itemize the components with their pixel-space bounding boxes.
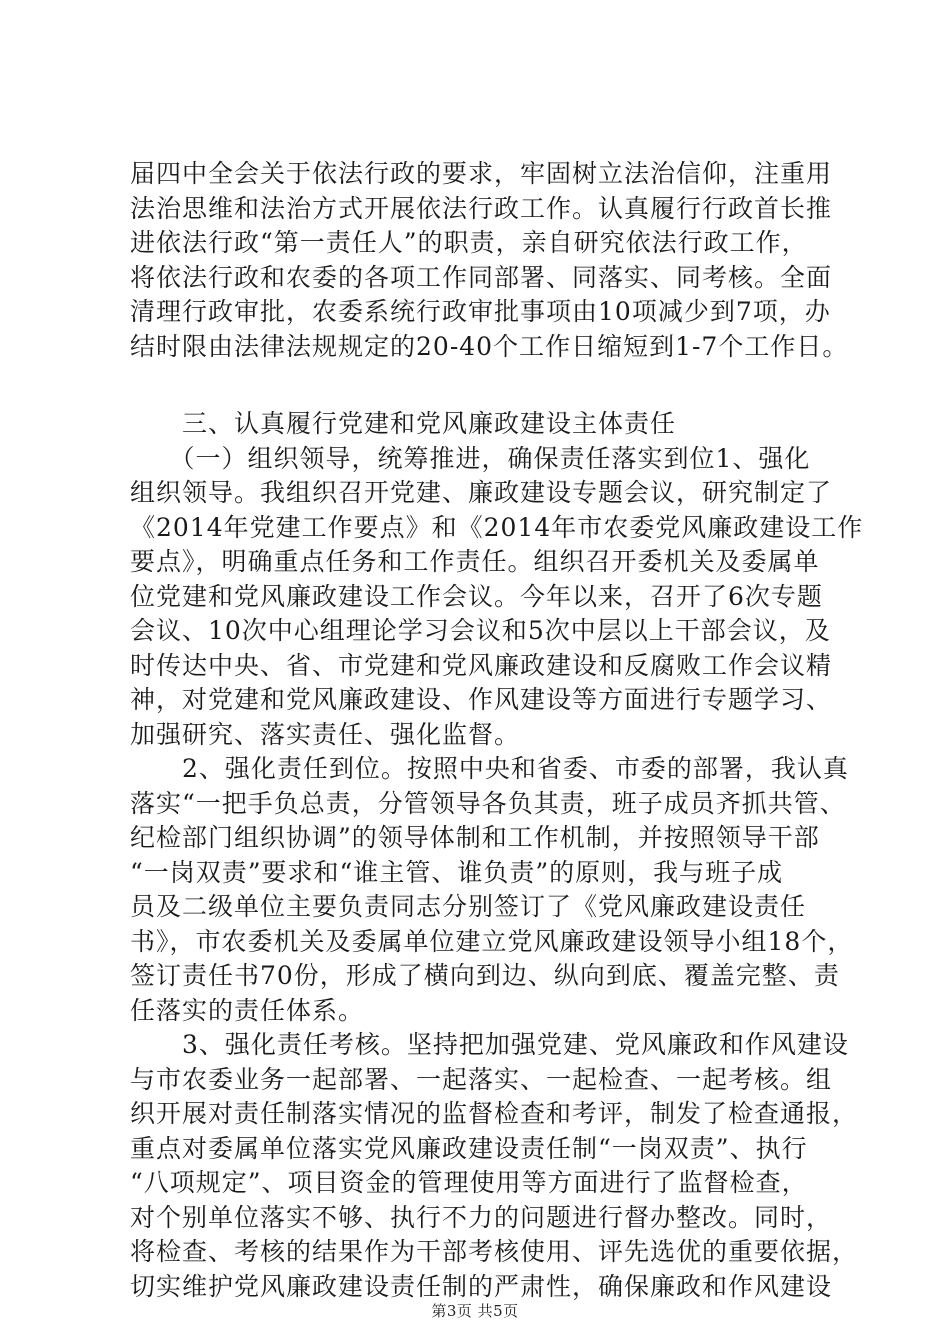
- text-line: （一）组织领导，统筹推进，确保责任落实到位1、强化: [130, 443, 811, 473]
- text-line: 将检查、考核的结果作为干部考核使用、评先选优的重要依据，: [130, 1237, 859, 1266]
- text-line: 神，对党建和党风廉政建设、作风建设等方面进行专题学习、: [130, 685, 833, 714]
- page-footer: 第3页 共5页: [431, 1302, 519, 1320]
- text-line: 位党建和党风廉政建设工作会议。今年以来，召开了6次专题: [130, 581, 823, 611]
- text-line: 3、强化责任考核。坚持把加强党建、党风廉政和作风建设: [130, 1030, 849, 1059]
- text-line: 切实维护党风廉政建设责任制的严肃性，确保廉政和作风建设: [130, 1271, 833, 1301]
- text-line: 组织领导。我组织召开党建、廉政建设专题会议，研究制定了: [130, 478, 833, 507]
- text-line: 时传达中央、省、市党建和党风廉政建设和反腐败工作会议精: [130, 650, 833, 680]
- document-body: [130, 157, 864, 1304]
- text-line: 加强研究、落实责任、强化监督。: [130, 719, 521, 749]
- text-line: 织开展对责任制落实情况的监督检查和考评，制发了检查通报，: [130, 1099, 859, 1128]
- text-line: “一岗双责”要求和“谁主管、谁负责”的原则，我与班子成: [130, 857, 784, 887]
- text-line: “八项规定”、项目资金的管理使用等方面进行了监督检查，: [130, 1168, 808, 1197]
- text-line: 书》，市农委机关及委属单位建立党风廉政建设领导小组18个，: [130, 926, 854, 956]
- text-line: 会议、10次中心组理论学习会议和5次中层以上干部会议，及: [130, 616, 831, 645]
- paragraph: [130, 407, 864, 1304]
- text-line: 重点对委属单位落实党风廉政建设责任制“一岗双责”、执行: [130, 1133, 808, 1163]
- text-line: 2、强化责任到位。按照中央和省委、市委的部署，我认真: [130, 754, 849, 783]
- text-line: 清理行政审批，农委系统行政审批事项由10项减少到7项，办: [130, 297, 831, 326]
- text-line: 三、认真履行党建和党风廉政建设主体责任: [130, 409, 677, 438]
- text-line: 要点》，明确重点任务和工作责任。组织召开委机关及委属单: [130, 547, 820, 576]
- text-line: 将依法行政和农委的各项工作同部署、同落实、同考核。全面: [130, 262, 833, 292]
- text-line: 与市农委业务一起部署、一起落实、一起检查、一起考核。组: [130, 1064, 833, 1094]
- text-line: 签订责任书70份，形成了横向到边、纵向到底、覆盖完整、责: [130, 961, 840, 990]
- text-line: 员及二级单位主要负责同志分别签订了《党风廉政建设责任: [130, 892, 807, 921]
- text-line: 法治思维和法治方式开展依法行政工作。认真履行行政首长推: [130, 193, 833, 223]
- text-line: 纪检部门组织协调”的领导体制和工作机制，并按照领导干部: [130, 823, 820, 852]
- text-line: 进依法行政“第一责任人”的职责，亲自研究依法行政工作，: [130, 228, 808, 257]
- paragraph: [130, 157, 849, 364]
- text-line: 届四中全会关于依法行政的要求，牢固树立法治信仰，注重用: [130, 159, 833, 188]
- text-line: 任落实的责任体系。: [130, 995, 365, 1025]
- text-line: 《2014年党建工作要点》和《2014年市农委党风廉政建设工作: [130, 512, 864, 542]
- paragraph-gap: [130, 364, 835, 407]
- text-line: 对个别单位落实不够、执行不力的问题进行督办整改。同时，: [130, 1202, 833, 1232]
- text-line: 落实“一把手负总责，分管领导各负其责，班子成员齐抓共管、: [130, 788, 846, 818]
- text-line: 结时限由法律法规规定的20-40个工作日缩短到1-7个工作日。: [130, 331, 849, 361]
